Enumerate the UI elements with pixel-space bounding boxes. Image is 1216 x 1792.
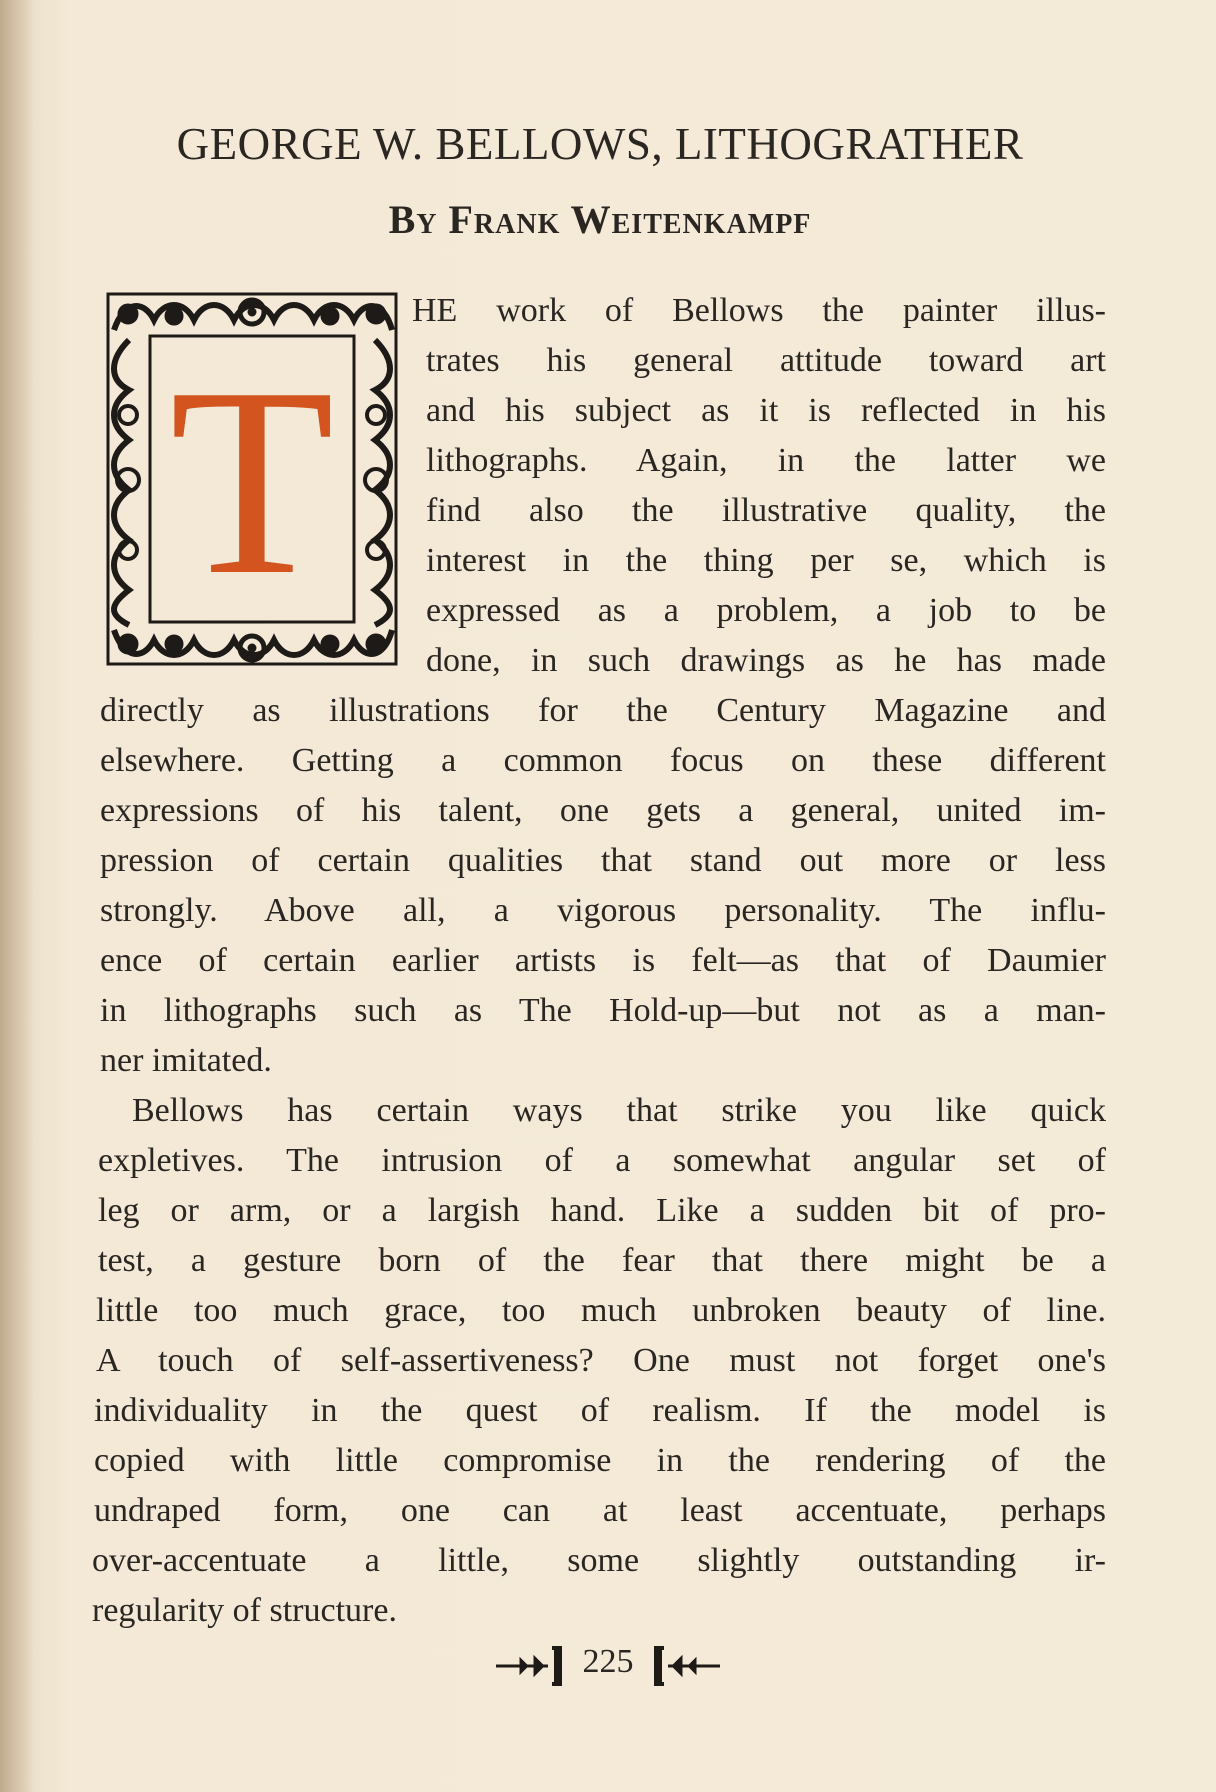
text-line: ner imitated. <box>100 1042 272 1079</box>
text-line: elsewhere. Getting a common focus on these different <box>100 742 1106 779</box>
text-line: copied with little compromise in the rendering of the <box>94 1442 1106 1479</box>
text-line: done, in such drawings as he has made <box>426 642 1106 679</box>
text-line: HE work of Bellows the painter illus- <box>412 292 1106 329</box>
book-gutter <box>0 0 34 1792</box>
text-line: trates his general attitude toward art <box>426 342 1106 379</box>
text-line: expletives. The intrusion of a somewhat angular set of <box>98 1142 1106 1179</box>
text-line: pression of certain qualities that stand out more or less <box>100 842 1106 879</box>
drop-cap-letter: T <box>169 332 335 631</box>
text-line: test, a gesture born of the fear that there might be a <box>98 1242 1106 1279</box>
text-line: directly as illustrations for the Century Magazine and <box>100 692 1106 729</box>
text-line: lithographs. Again, in the latter we <box>426 442 1106 479</box>
page-folio <box>480 1636 736 1696</box>
article-title: GEORGE W. BELLOWS, LITHOGRATHER <box>176 119 1024 169</box>
ornamental-drop-cap <box>104 290 400 668</box>
text-line: regularity of structure. <box>92 1592 397 1629</box>
text-line: over-accentuate a little, some slightly outstanding ir- <box>92 1542 1106 1579</box>
text-line: leg or arm, or a largish hand. Like a sudden bit of pro- <box>98 1192 1106 1229</box>
text-line: individuality in the quest of realism. If the model is <box>94 1392 1106 1429</box>
text-line: interest in the thing per se, which is <box>426 542 1106 579</box>
page-number: 225 <box>582 1643 634 1680</box>
text-line: undraped form, one can at least accentuate, perhaps <box>94 1492 1106 1529</box>
text-line: and his subject as it is reflected in his <box>426 392 1106 429</box>
text-line: expressed as a problem, a job to be <box>426 592 1106 629</box>
text-line: Bellows has certain ways that strike you like quick <box>132 1092 1106 1129</box>
text-line: strongly. Above all, a vigorous personality. The influ- <box>100 892 1106 929</box>
text-line: ence of certain earlier artists is felt—as that of Daumier <box>100 942 1106 979</box>
article-byline: By Frank Weitenkampf <box>388 197 812 242</box>
text-line: expressions of his talent, one gets a general, united im- <box>100 792 1106 829</box>
text-line: A touch of self-assertiveness? One must not forget one's <box>96 1342 1106 1379</box>
text-line: find also the illustrative quality, the <box>426 492 1106 529</box>
text-line: in lithographs such as The Hold-up—but not as a man- <box>100 992 1106 1029</box>
text-line: little too much grace, too much unbroken beauty of line. <box>96 1292 1106 1329</box>
